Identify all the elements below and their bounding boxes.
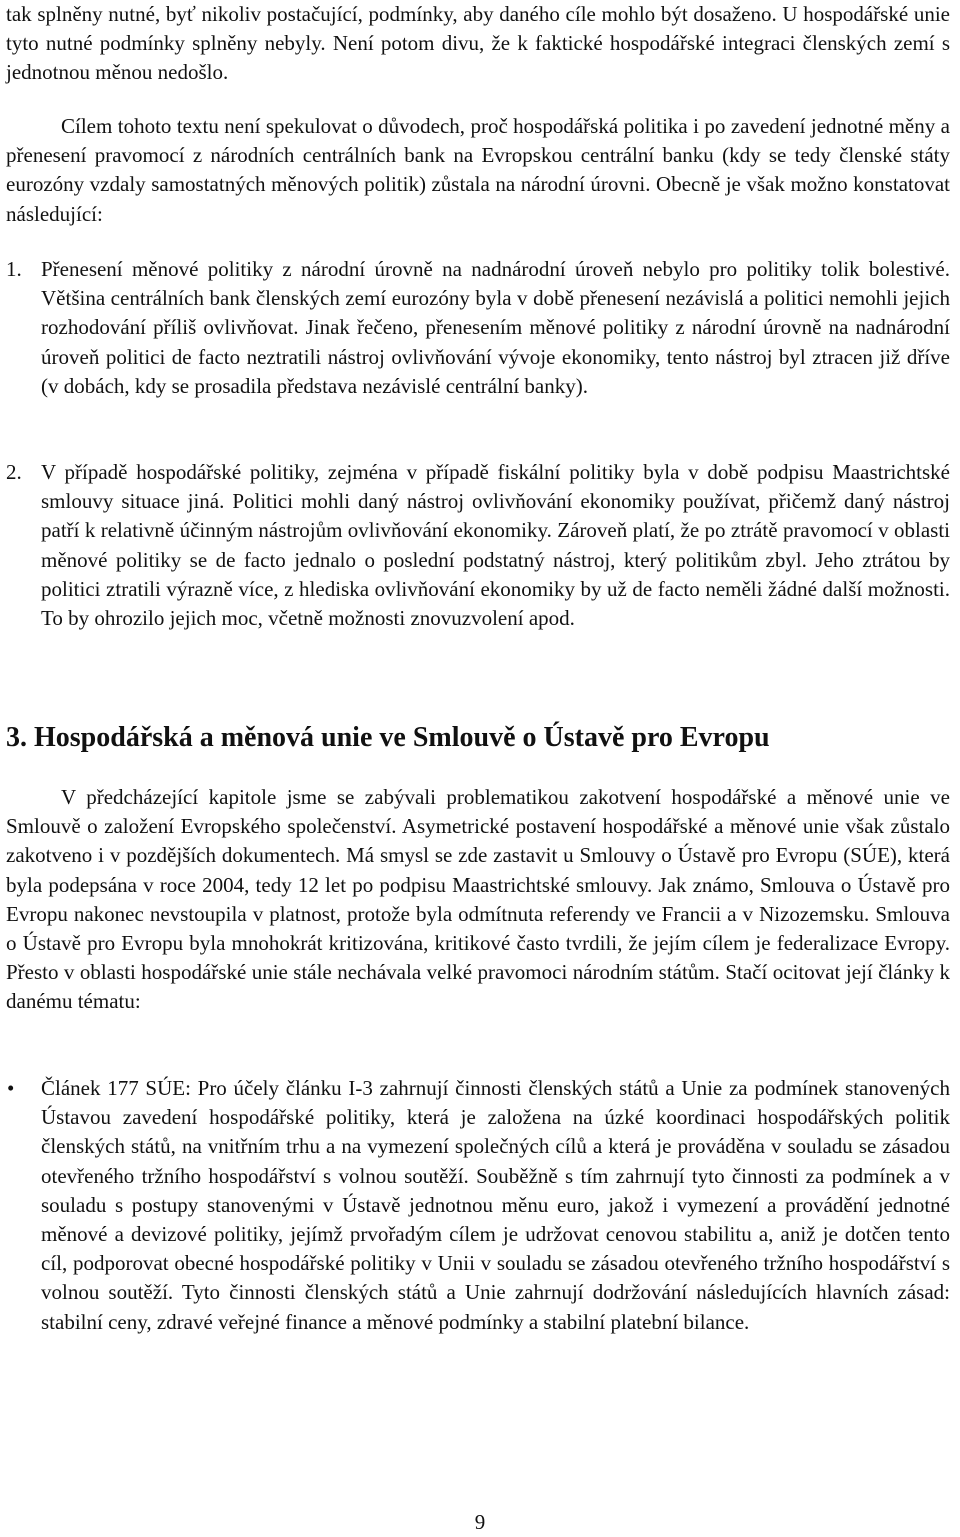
paragraph-continuation: tak splněny nutné, byť nikoliv postačující, podmínky, aby daného cíle mohlo být dosaženo. U hospodářské unie tyto nutné podmínky splněny nebyly. Není potom divu, že k faktické hospodářské integraci členských zemí s jednotnou měnou nedošlo. (6, 2, 950, 85)
section-heading: 3. Hospodářská a měnová unie ve Smlouvě o Ústavě pro Evropu (6, 722, 770, 753)
item-number: 1. (6, 257, 22, 281)
page-number: 9 (474, 1510, 486, 1534)
item-number: 2. (6, 460, 22, 484)
item-text: V případě hospodářské politiky, zejména v případě fiskální politiky byla v době podpisu Maastrichtské smlouvy situace jiná. Politici mohli daný nástroj ovlivňování ekonomiky používat, přičemž daný nástroj patří k relativně účinným nástrojům ovlivňování ekonomiky. Zároveň platí, že po ztrátě pravomocí v oblasti měnové politiky se de facto jednalo o poslední podstatný nástroj, který politikům zbyl. Jeho ztrátou by politici ztratili výrazně více, z hlediska ovlivňování ekonomiky by už de facto neměli žádné další možnosti. To by ohrozilo jejich moc, včetně možnosti znovuzvolení apod. (41, 460, 950, 631)
bullet-text: Článek 177 SÚE: Pro účely článku I-3 zahrnují činnosti členských států a Unie za podmínek stanovených Ústavou zavedení hospodářské politiky, která je založena na úzké koordinaci hospodářských politik členských států, na vnitřním trhu a na vymezení společných cílů a která je prováděna v souladu se zásadou otevřeného tržního hospodářství s volnou soutěží. Souběžně s tím zahrnují tyto činnosti za podmínek a v souladu s postupy stanovenými v Ústavě jednotnou měnu euro, jakož i vymezení a provádění jednotné měnové a devizové politiky, jejímž prvořadým cílem je udržovat cenovou stabilitu a, aniž je dotčen tento cíl, podporovat obecné hospodářské politiky v Unii v souladu se zásadou otevřeného tržního hospodářství s volnou soutěží. Tyto činnosti členských států a Unie zahrnují dodržování následujících hlavních zásad: stabilní ceny, zdravé veřejné finance a měnové podmínky a stabilní platební bilance. (41, 1076, 950, 1334)
section-paragraph: V předcházející kapitole jsme se zabývali problematikou zakotvení hospodářské a měnové unie ve Smlouvě o založení Evropského společenství. Asymetrické postavení hospodářské a měnové unie však zůstalo zakotveno i v pozdějších dokumentech. Má smysl se zde zastavit u Smlouvy o Ústavě pro Evropu (SÚE), která byla podepsána v roce 2004, tedy 12 let po podpisu Maastrichtské smlouvy. Jak známo, Smlouva o Ústavě pro Evropu nakonec nevstoupila v platnost, protože byla odmítnuta referendy ve Francii a v Nizozemsku. Smlouva o Ústavě pro Evropu byla mnohokrát kritizována, kritikové často tvrdili, že jejím cílem je federalizace Evropy. Přesto v oblasti hospodářské unie stále nechávala velké pravomoci národním státům. Stačí ocitovat její články k danému tématu: (6, 785, 950, 1014)
paragraph-intro: Cílem tohoto textu není spekulovat o důvodech, proč hospodářská politika i po zavedení jednotné měny a přenesení pravomocí z národních centrálních bank na Evropskou centrální banku (kdy se tedy členské státy eurozóny vzdaly samostatných měnových politik) zůstala na národní úrovni. Obecně je však možno konstatovat následující: (6, 114, 950, 226)
item-text: Přenesení měnové politiky z národní úrovně na nadnárodní úroveň nebylo pro politiky tolik bolestivé. Většina centrálních bank členských zemí eurozóny byla v době přenesení nezávislá a politici nemohli jejich rozhodování příliš ovlivňovat. Jinak řečeno, přenesením měnové politiky z národní úrovně na nadnárodní úroveň politici de facto neztratili nástroj ovlivňování vývoje ekonomiky, tento nástroj byl ztracen již dříve (v dobách, kdy se prosadila představa nezávislé centrální banky). (41, 257, 950, 398)
bullet-icon: • (7, 1076, 15, 1100)
